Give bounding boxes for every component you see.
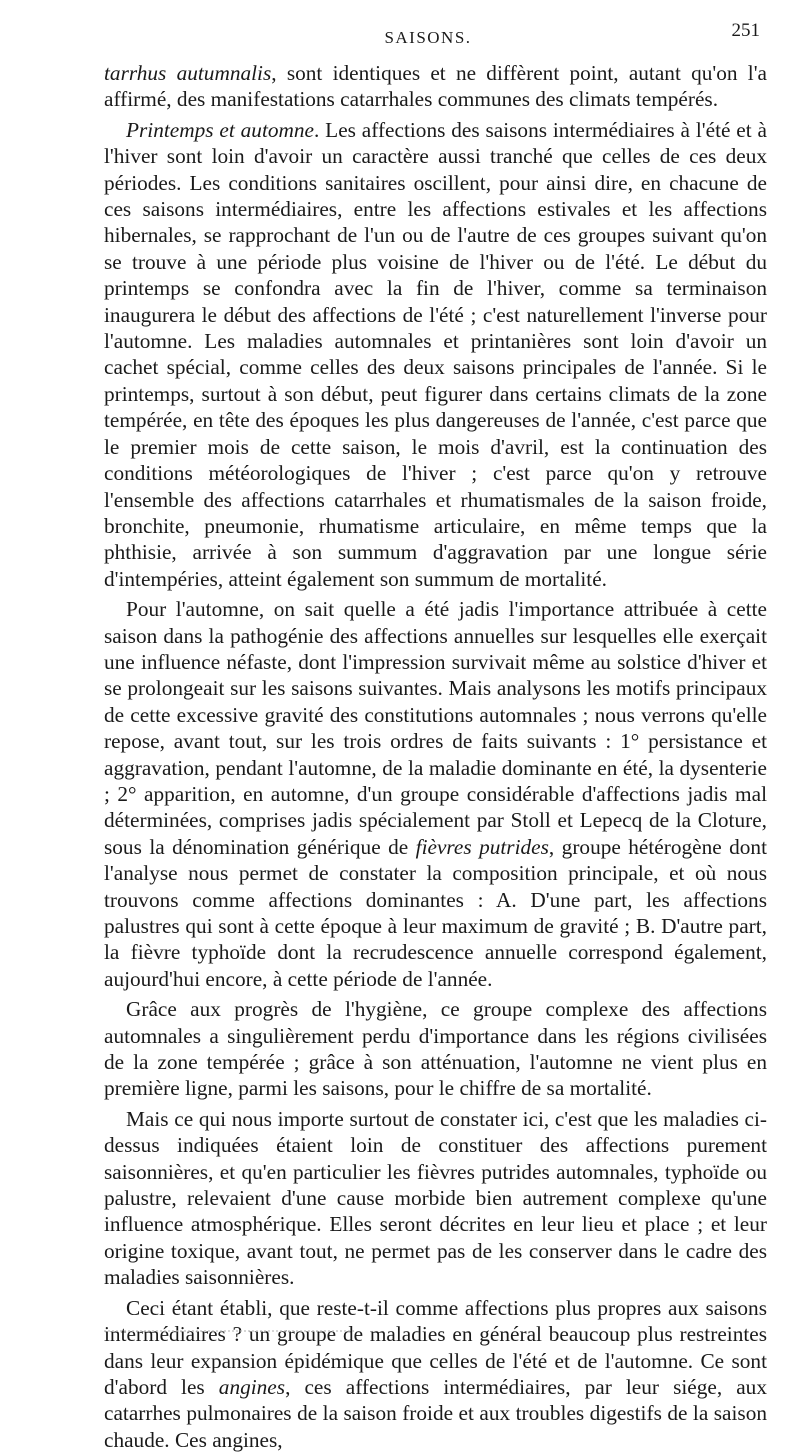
paragraph <box>104 1295 767 1453</box>
italic-phrase: tarrhus autumnalis <box>104 61 272 85</box>
paragraph <box>104 60 767 113</box>
text-run: Grâce aux progrès de l'hygiène, ce groupe complexe des affections automnales a singulièrement perdu d'importance dans les régions civilisées de la zone tempérée ; grâce à son atténuation, l'automne ne vient plus en première ligne, parmi les saisons, pour le chiffre de sa mortalité. <box>104 997 767 1101</box>
text-run: , sont identiques et ne diffèrent point, autant qu'on l'a affirmé, des manifestations catarrhales communes des climats tempérés. <box>104 61 767 112</box>
paragraph <box>104 596 767 992</box>
section-heading-italic: Printemps et automne <box>126 117 314 142</box>
text-run: . Les affections des saisons intermédiaires à l'été et à l'hiver sont loin d'avoir un caractère aussi tranché que celles de ces deux périodes. Les conditions sanitaires oscillent, pour ainsi dire, en chacune de ces saisons intermédiaires, entre les affections estivales et les affections hibernales, se rapprochant de l'un ou de l'autre de ces groupes suivant qu'on se trouve à une période plus voisine de l'hiver ou de l'été. Le début du printemps se confondra avec la fin de l'hiver, comme sa terminaison inaugurera le début des affections de l'été ; c'est naturellement l'inverse pour l'automne. Les maladies automnales et printanières sont loin d'avoir un cachet spécial, comme celles des deux saisons principales de l'année. Si le printemps, surtout à son début, peut figurer dans certains climats de la zone tempérée, en tête des époques les plus dangereuses de l'année, c'est parce que le premier mois de cette saison, le mois d'avril, est la continuation des conditions météorologiques de l'hiver ; c'est parce qu'on y retrouve l'ensemble des affections catarrhales et rhumatismales de la saison froide, bronchite, pneumonie, rhumatisme articulaire, en même temps que la phthisie, arrivée à son summum d'aggravation par une longue série d'intempéries, atteint également son summum de mortalité. <box>104 117 767 591</box>
paragraph <box>104 1106 767 1291</box>
page-number: 251 <box>731 20 760 41</box>
paragraph <box>104 996 767 1102</box>
text-run: Ceci étant établi, que reste-t-il comme affections plus propres aux saisons intermédiaires ? un groupe de maladies en général beaucoup plus restreintes dans leur expansion épidémique que celles de l'été et de l'automne. Ce sont d'abord les <box>104 1295 767 1399</box>
text-run: Mais ce qui nous importe surtout de constater ici, c'est que les maladies ci-dessus indiquées étaient loin de constituer des affections purement saisonnières, et qu'en particulier les fièvres putrides automnales, typhoïde ou palustre, relevaient d'une cause morbide bien autrement complexe qu'une influence atmosphérique. Elles seront décrites en leur lieu et place ; et leur origine toxique, avant tout, ne permet pas de les conserver dans le cadre des maladies saisonnières. <box>104 1106 767 1290</box>
running-title: SAISONS. <box>384 28 472 47</box>
paragraph <box>104 117 767 592</box>
text-run: Pour l'automne, on sait quelle a été jadis l'importance attribuée à cette saison dans la pathogénie des affections annuelles sur lesquelles elle exerçait une influence néfaste, dont l'impression survivait même au solstice d'hiver et se prolongeait sur les saisons suivantes. Mais analysons les motifs principaux de cette excessive gravité des constitutions automnales ; nous verrons qu'elle repose, avant tout, sur les trois ordres de faits suivants : 1° persistance et aggravation, pendant l'automne, de la maladie dominante en été, la dysenterie ; 2° apparition, en automne, d'un groupe considérable d'affections jadis mal déterminées, comprises jadis spécialement par Stoll et Lepecq de la Cloture, sous la dénomination générique de <box>104 597 767 859</box>
text-run: , groupe hétérogène dont l'analyse nous permet de constater la composition principale, et où nous trouvons comme affections dominantes : A. D'une part, les affections palustres qui sont à cette époque à leur maximum de gravité ; B. D'autre part, la fièvre typhoïde dont la recrudescence annuelle correspond également, aujourd'hui encore, à cette période de l'année. <box>104 834 767 991</box>
text-run: , ces affections intermédiaires, par leur siége, aux catarrhes pulmonaires de la saison froide et aux troubles digestifs de la saison chaude. Ces angines, <box>104 1374 767 1452</box>
page-header <box>96 20 760 54</box>
footer-rule <box>104 1330 354 1332</box>
italic-phrase: angines <box>218 1374 286 1399</box>
italic-phrase: fièvres putrides <box>415 834 549 859</box>
body-text <box>104 60 767 1453</box>
